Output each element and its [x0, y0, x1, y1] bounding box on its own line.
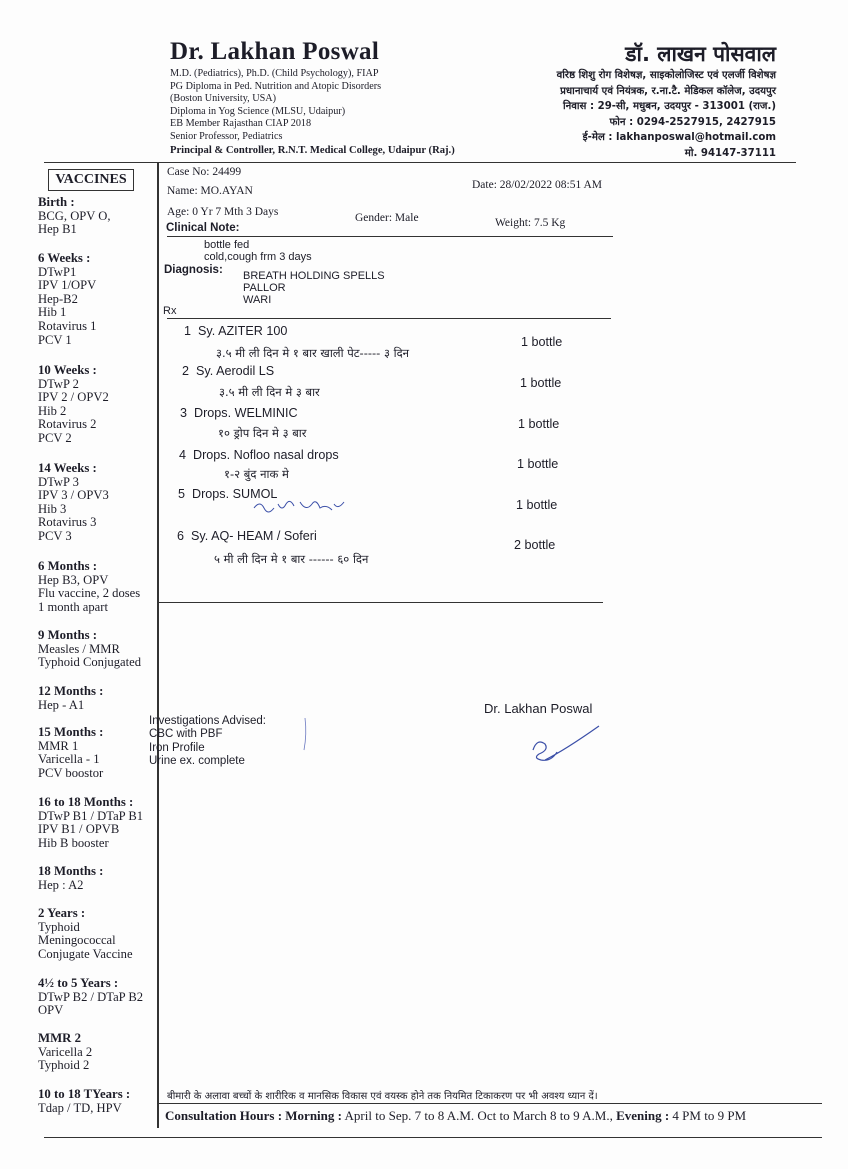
pen-mark	[300, 716, 310, 752]
rx-dose: ३.५ मी ली दिन मे १ बार खाली पेट----- ३ दिन	[216, 346, 410, 360]
doctor-name: Dr. Lakhan Poswal	[170, 38, 380, 65]
footer-bottom-rule	[44, 1137, 822, 1138]
vaccine-item: IPV B1 / OPVB	[38, 822, 120, 837]
vaccine-item: BCG, OPV O,	[38, 208, 111, 223]
rx-drug: Drops. SUMOL	[192, 487, 278, 501]
vaccine-item: PCV 1	[38, 332, 72, 347]
position-line: Principal & Controller, R.N.T. Medical College, Udaipur (Raj.)	[170, 144, 455, 156]
diagnosis-rule	[167, 318, 611, 319]
investigations-block	[149, 715, 266, 769]
rx-item-3	[180, 406, 298, 420]
vaccine-group-title: 10 to 18 TYears :	[38, 1087, 131, 1101]
case-number: Case No: 24499	[167, 166, 242, 178]
qualification-line: Senior Professor, Pediatrics	[170, 130, 283, 142]
rx-item-1	[184, 324, 287, 338]
vaccine-item: DTwP 2	[38, 376, 79, 391]
rx-dose: ५ मी ली दिन मे १ बार ------ ६० दिन	[214, 552, 369, 566]
vaccine-item: Measles / MMR	[38, 641, 120, 656]
rx-quantity: 1 bottle	[520, 376, 562, 390]
hindi-line: ई-मेल : lakhanposwal@hotmail.com	[582, 132, 776, 144]
patient-info-rule	[167, 236, 613, 237]
footer-hindi-note: बीमारी के अलावा बच्चों के शारीरिक व मानसिक विकास एवं वयस्क होने तक नियमित टिकाकरण पर भी अवश्य ध्यान दें।	[167, 1091, 598, 1102]
vaccine-item: PCV 3	[38, 528, 72, 543]
vaccine-column-divider	[157, 163, 159, 1128]
vaccine-group-title: 2 Years :	[38, 906, 86, 920]
vaccine-item: DTwP 3	[38, 474, 79, 489]
handwritten-scribble	[250, 494, 350, 518]
vaccine-item: PCV boostor	[38, 765, 104, 780]
vaccine-item: Hib 2	[38, 403, 67, 418]
vaccine-item: Hib B booster	[38, 835, 109, 850]
rx-end-rule	[157, 602, 603, 603]
vaccine-item: 1 month apart	[38, 599, 108, 614]
hindi-line: प्रधानाचार्य एवं नियंत्रक, र.ना.टै. मेडिकल कॉलेज, उदयपुर	[560, 85, 776, 97]
vaccine-group-16-18-months	[38, 796, 143, 850]
vaccine-group-title: Birth :	[38, 195, 75, 209]
qualification-line: M.D. (Pediatrics), Ph.D. (Child Psychology), FIAP	[170, 68, 379, 79]
rx-quantity: 1 bottle	[521, 335, 563, 349]
qualification-line: EB Member Rajasthan CIAP 2018	[170, 118, 312, 130]
vaccine-item: Typhoid	[38, 919, 80, 934]
evening-label: Evening :	[616, 1108, 670, 1123]
rx-number: 5	[178, 487, 186, 501]
vaccine-item: Hep-B2	[38, 291, 78, 306]
rx-dose: ३.५ मी ली दिन मे ३ बार	[219, 385, 320, 399]
hindi-line: वरिष्ठ शिशु रोग विशेषज्ञ, साइकोलोजिस्ट एवं एलर्जी विशेषज्ञ	[556, 70, 776, 81]
vaccine-item: Rotavirus 1	[38, 318, 97, 333]
patient-weight: Weight: 7.5 Kg	[495, 217, 566, 229]
rx-drug: Drops. WELMINIC	[194, 406, 298, 420]
vaccine-item: Tdap / TD, HPV	[38, 1100, 122, 1115]
rx-dose: १-२ बुंद नाक मे	[224, 467, 289, 481]
vaccine-item: Rotavirus 2	[38, 417, 97, 432]
diagnosis-item: WARI	[243, 294, 272, 306]
vaccine-group-4-5-years	[38, 977, 143, 1018]
consultation-hours	[165, 1108, 746, 1124]
vaccine-group-title: 14 Weeks :	[38, 461, 97, 475]
vaccine-group-9-months	[38, 629, 141, 670]
rx-drug: Sy. AQ- HEAM / Soferi	[191, 529, 317, 543]
investigation-item: Iron Profile	[149, 741, 205, 754]
vaccine-item: PCV 2	[38, 430, 72, 445]
vaccine-group-title: 16 to 18 Months :	[38, 795, 134, 809]
patient-gender: Gender: Male	[355, 212, 419, 224]
rx-item-6	[177, 529, 317, 543]
rx-quantity: 1 bottle	[516, 498, 558, 512]
qualification-line: PG Diploma in Ped. Nutrition and Atopic Disorders	[170, 80, 382, 92]
vaccine-group-14-weeks	[38, 462, 109, 544]
footer-top-rule	[157, 1103, 822, 1104]
diagnosis-list	[243, 270, 385, 306]
vaccine-item: MMR 1	[38, 738, 79, 753]
handwritten-signature	[525, 722, 605, 768]
morning-label: Morning :	[285, 1108, 342, 1123]
vaccine-item: Hep B3, OPV	[38, 572, 109, 587]
vaccine-item: Meningococcal	[38, 933, 116, 948]
clinical-note-line: cold,cough frm 3 days	[204, 251, 312, 263]
vaccine-group-title: 4½ to 5 Years :	[38, 976, 119, 990]
rx-dose: १० ड्रोप दिन मे ३ बार	[218, 426, 307, 440]
vaccine-item: Rotavirus 3	[38, 515, 97, 530]
qualification-line: (Boston University, USA)	[170, 93, 277, 105]
hindi-line: मो. 94147-37111	[684, 147, 776, 159]
vaccine-item: DTwP B2 / DTaP B2	[38, 989, 144, 1004]
rx-drug: Sy. AZITER 100	[198, 324, 288, 338]
rx-item-4	[179, 448, 339, 462]
vaccine-group-15-months	[38, 726, 103, 780]
vaccine-item: Conjugate Vaccine	[38, 946, 133, 961]
vaccine-item: IPV 3 / OPV3	[38, 488, 109, 503]
vaccine-item: Varicella 2	[38, 1044, 93, 1059]
vaccine-item: Hep : A2	[38, 877, 84, 892]
evening-hours: 4 PM to 9 PM	[672, 1108, 747, 1123]
signature-name: Dr. Lakhan Poswal	[484, 701, 593, 716]
vaccine-group-title: 15 Months :	[38, 725, 104, 739]
vaccine-item: Hep - A1	[38, 697, 85, 712]
diagnosis-label: Diagnosis:	[164, 264, 223, 276]
rx-drug: Sy. Aerodil LS	[196, 364, 275, 378]
rx-quantity: 2 bottle	[514, 538, 556, 552]
vaccine-group-10-weeks	[38, 364, 109, 446]
vaccine-item: IPV 2 / OPV2	[38, 390, 109, 405]
vaccine-item: Typhoid Conjugated	[38, 655, 142, 670]
patient-age: Age: 0 Yr 7 Mth 3 Days	[167, 206, 279, 218]
hindi-line: निवास : 29-सी, मधुबन, उदयपुर - 313001 (राज.)	[562, 101, 776, 113]
vaccine-group-mmr2	[38, 1032, 92, 1073]
investigation-item: CBC with PBF	[149, 728, 223, 741]
patient-name: Name: MO.AYAN	[167, 185, 253, 197]
vaccine-group-title: 9 Months :	[38, 628, 98, 642]
vaccine-group-2-years	[38, 907, 133, 961]
rx-item-2	[182, 364, 274, 378]
morning-hours: April to Sep. 7 to 8 A.M. Oct to March 8 to 9 A.M.,	[344, 1108, 613, 1123]
diagnosis-item: BREATH HOLDING SPELLS	[243, 270, 385, 282]
hours-label: Consultation Hours :	[165, 1108, 283, 1123]
rx-number: 2	[182, 364, 190, 378]
vaccine-item: OPV	[38, 1003, 64, 1018]
vaccine-group-title: 6 Weeks :	[38, 251, 91, 265]
rx-number: 6	[177, 529, 185, 543]
vaccine-item: Typhoid 2	[38, 1058, 90, 1073]
vaccine-item: DTwP1	[38, 264, 77, 279]
investigation-item: Urine ex. complete	[149, 755, 245, 768]
vaccine-item: Hib 3	[38, 501, 67, 516]
rx-number: 1	[184, 324, 192, 338]
clinical-note-line: bottle fed	[204, 239, 250, 251]
diagnosis-item: PALLOR	[243, 282, 286, 294]
qualifications	[170, 68, 455, 157]
rx-number: 4	[179, 448, 187, 462]
vaccine-group-12-months	[38, 685, 103, 712]
vaccine-group-title: MMR 2	[38, 1031, 81, 1045]
investigations-label: Investigations Advised:	[149, 715, 266, 727]
vaccine-item: DTwP B1 / DTaP B1	[38, 808, 144, 823]
vaccine-group-title: 12 Months :	[38, 684, 104, 698]
clinical-notes	[204, 239, 312, 263]
rx-symbol: Rx	[163, 305, 177, 317]
vaccine-item: Varicella - 1	[38, 752, 100, 767]
hindi-address-block	[557, 68, 776, 162]
clinical-note-label: Clinical Note:	[166, 222, 240, 234]
qualification-line: Diploma in Yog Science (MLSU, Udaipur)	[170, 105, 346, 117]
visit-date: Date: 28/02/2022 08:51 AM	[472, 179, 603, 191]
vaccine-group-title: 6 Months :	[38, 559, 98, 573]
vaccine-item: Hep B1	[38, 222, 77, 237]
vaccine-group-6-months	[38, 560, 140, 614]
rx-quantity: 1 bottle	[517, 457, 559, 471]
vaccines-heading: VACCINES	[48, 169, 134, 191]
vaccine-group-birth	[38, 196, 111, 237]
doctor-name-hindi: डॉ. लाखन पोसवाल	[625, 42, 776, 66]
rx-drug: Drops. Nofloo nasal drops	[193, 448, 339, 462]
rx-quantity: 1 bottle	[518, 417, 560, 431]
vaccine-group-6-weeks	[38, 252, 96, 347]
vaccine-group-18-months	[38, 865, 103, 892]
rx-number: 3	[180, 406, 188, 420]
vaccine-group-title: 18 Months :	[38, 864, 104, 878]
vaccine-item: IPV 1/OPV	[38, 278, 97, 293]
vaccine-group-title: 10 Weeks :	[38, 363, 97, 377]
hindi-line: फोन : 0294-2527915, 2427915	[609, 116, 776, 128]
vaccine-item: Hib 1	[38, 305, 67, 320]
vaccine-group-10-18-years	[38, 1088, 130, 1115]
vaccine-item: Flu vaccine, 2 doses	[38, 586, 141, 601]
